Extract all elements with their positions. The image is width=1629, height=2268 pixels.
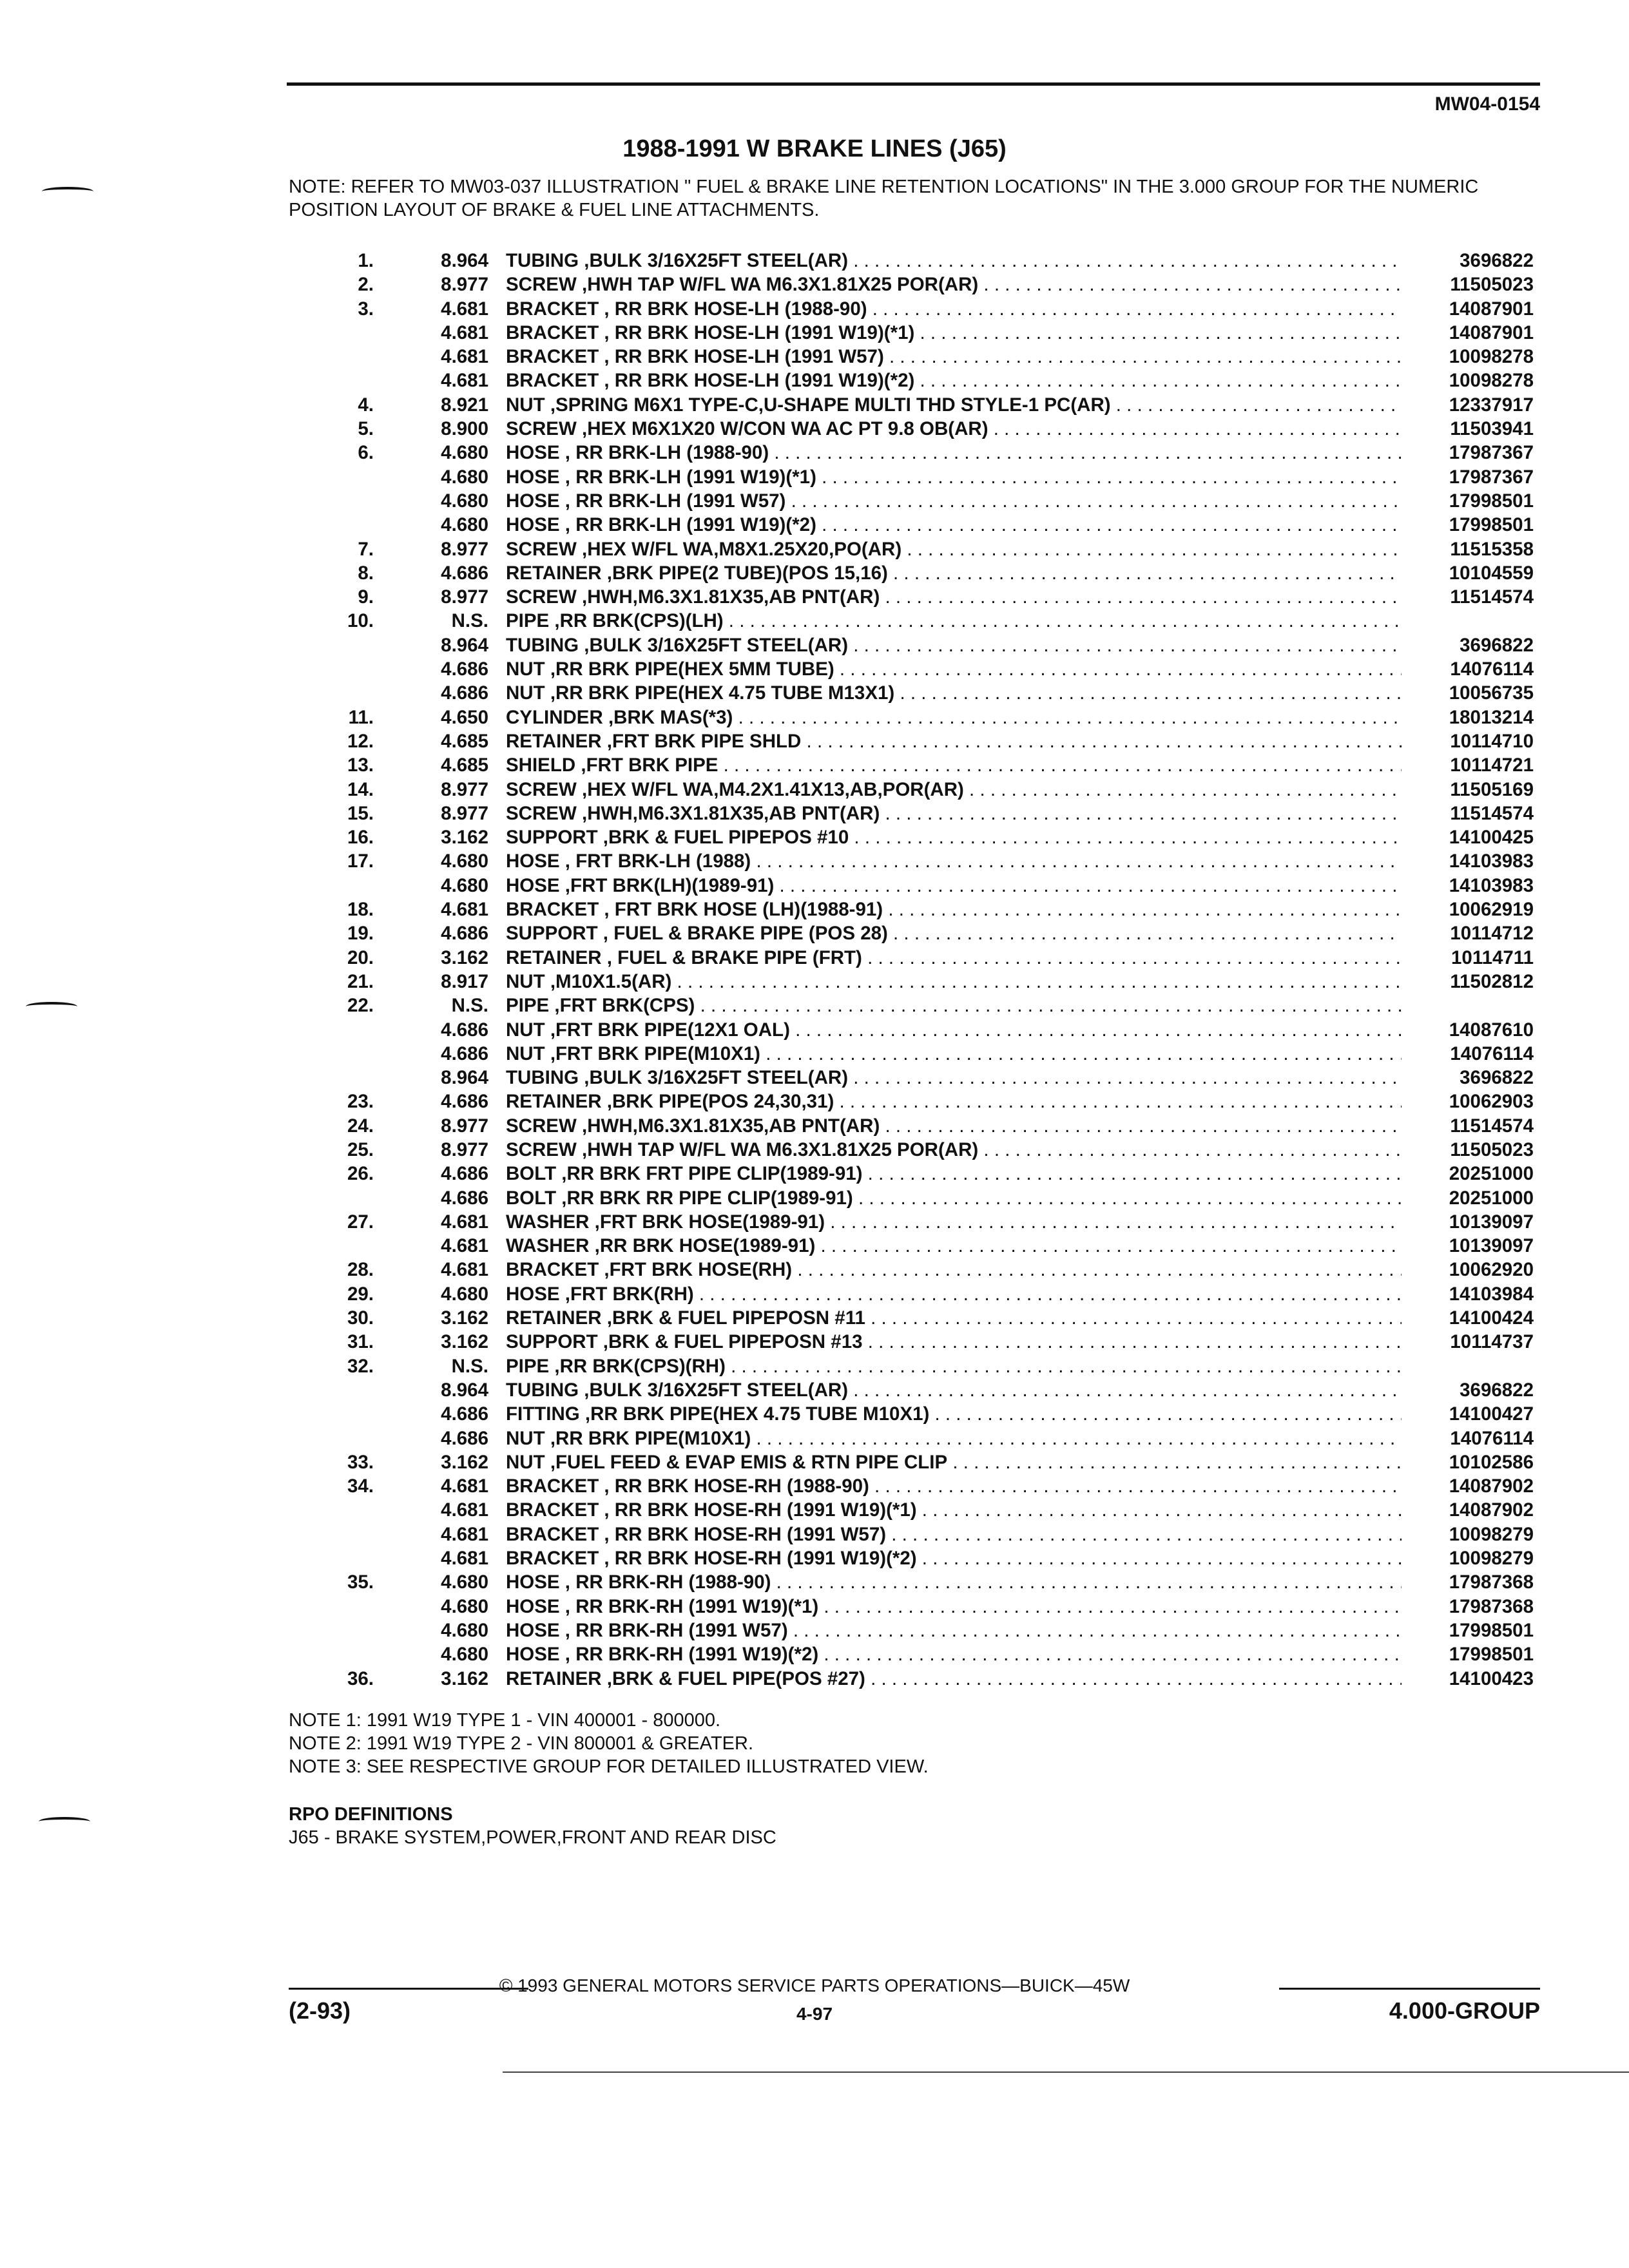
part-number: 17998501 — [1449, 1619, 1534, 1641]
table-row — [0, 753, 1629, 777]
table-row — [0, 681, 1629, 705]
group-number: N.S. — [451, 610, 488, 632]
part-description: BRACKET , RR BRK HOSE-LH (1988-90) . . . — [506, 297, 1402, 321]
part-number: 14100424 — [1449, 1307, 1534, 1329]
table-row — [0, 657, 1629, 681]
part-description: HOSE , RR BRK-RH (1991 W19)(*2) . . . — [506, 1642, 1402, 1666]
part-description: BRACKET , RR BRK HOSE-RH (1991 W57) . . . — [506, 1523, 1402, 1546]
part-number: 17987367 — [1449, 466, 1534, 488]
part-description: NUT ,RR BRK PIPE(M10X1) . . . — [506, 1427, 1402, 1450]
table-row — [0, 1595, 1629, 1619]
group-number: 4.681 — [441, 322, 488, 343]
part-description: BOLT ,RR BRK FRT PIPE CLIP(1989-91) . . . — [506, 1162, 1402, 1186]
part-number: 11502812 — [1450, 970, 1534, 992]
part-number: 3696822 — [1460, 250, 1534, 271]
bottom-rule — [503, 2071, 1629, 2073]
part-number: 10114712 — [1450, 923, 1534, 945]
group-number: 4.681 — [441, 1235, 488, 1257]
group-number: 8.917 — [441, 970, 488, 992]
part-number: 17987368 — [1449, 1571, 1534, 1593]
part-description: TUBING ,BULK 3/16X25FT STEEL(AR) . . . — [506, 1378, 1402, 1402]
part-number: 10062919 — [1449, 899, 1534, 921]
group-number: 4.686 — [441, 1403, 488, 1425]
group-number: 4.686 — [441, 1187, 488, 1209]
page-title: 1988-1991 W BRAKE LINES (J65) — [622, 135, 1007, 162]
table-row — [0, 1330, 1629, 1354]
part-description: SCREW ,HWH,M6.3X1.81X35,AB PNT(AR) . . . — [506, 1114, 1402, 1138]
group-number: 8.977 — [441, 1139, 488, 1160]
part-number: 10062920 — [1449, 1259, 1534, 1281]
part-description: SCREW ,HWH TAP W/FL WA M6.3X1.81X25 POR(AR) . . . — [506, 1138, 1402, 1162]
group-number: 8.977 — [441, 538, 488, 560]
part-number: 10114721 — [1450, 754, 1534, 776]
part-description: BRACKET , RR BRK HOSE-RH (1991 W19)(*2) . . . — [506, 1546, 1402, 1570]
part-number: 17987367 — [1449, 442, 1534, 464]
part-number: 14100423 — [1449, 1667, 1534, 1689]
part-number: 17998501 — [1449, 1644, 1534, 1666]
group-number: 4.681 — [441, 1523, 488, 1545]
group-number: 4.686 — [441, 682, 488, 704]
part-description: BRACKET , RR BRK HOSE-RH (1991 W19)(*1) . . . — [506, 1498, 1402, 1522]
item-number: 32. — [347, 1355, 374, 1377]
part-description: HOSE , RR BRK-LH (1991 W19)(*2) . . . — [506, 513, 1402, 537]
part-number: 10114711 — [1451, 947, 1534, 968]
table-row — [0, 561, 1629, 585]
group-number: 4.680 — [441, 1283, 488, 1305]
group-number: 4.685 — [441, 754, 488, 776]
item-number: 8. — [358, 562, 374, 584]
group-number: 4.681 — [441, 1548, 488, 1570]
group-number: 8.964 — [441, 1379, 488, 1401]
table-row — [0, 369, 1629, 392]
part-description: PIPE ,RR BRK(CPS)(RH) . . . — [506, 1354, 1402, 1378]
table-row — [0, 1667, 1629, 1691]
item-number: 33. — [347, 1451, 374, 1473]
table-row — [0, 898, 1629, 921]
part-description: BRACKET , RR BRK HOSE-LH (1991 W19)(*2) . . . — [506, 369, 1402, 392]
group-number: 4.680 — [441, 850, 488, 872]
part-number: 14076114 — [1450, 1043, 1534, 1064]
table-row — [0, 1042, 1629, 1066]
part-number: 17987368 — [1449, 1595, 1534, 1617]
table-row — [0, 874, 1629, 898]
group-number: 8.900 — [441, 418, 488, 440]
item-number: 5. — [358, 418, 374, 440]
item-number: 10. — [347, 610, 374, 632]
item-number: 6. — [358, 442, 374, 464]
part-number: 11514574 — [1450, 802, 1534, 824]
table-row — [0, 1282, 1629, 1306]
rpo-definitions — [289, 1803, 776, 1849]
part-description: HOSE , FRT BRK-LH (1988) . . . — [506, 849, 1402, 873]
group-number: 4.685 — [441, 730, 488, 752]
part-number: 14087610 — [1449, 1019, 1534, 1041]
part-number: 10098278 — [1449, 370, 1534, 392]
group-number: 8.921 — [441, 394, 488, 416]
group-number: 4.686 — [441, 1091, 488, 1113]
part-number: 14087901 — [1449, 298, 1534, 320]
table-row — [0, 970, 1629, 994]
table-row — [0, 778, 1629, 802]
part-number: 14087902 — [1449, 1499, 1534, 1521]
parts-list — [0, 249, 1629, 1691]
part-description: SCREW ,HEX M6X1X20 W/CON WA AC PT 9.8 OB(AR) . . . — [506, 417, 1402, 441]
item-number: 1. — [358, 250, 374, 271]
table-row — [0, 1450, 1629, 1474]
group-number: 3.162 — [441, 827, 488, 849]
part-description: HOSE ,FRT BRK(RH) . . . — [506, 1282, 1402, 1306]
part-description: PIPE ,FRT BRK(CPS) . . . — [506, 994, 1402, 1017]
group-number: 4.686 — [441, 1163, 488, 1185]
part-description: HOSE , RR BRK-LH (1991 W19)(*1) . . . — [506, 465, 1402, 489]
table-row — [0, 706, 1629, 729]
group-number: 4.680 — [441, 1619, 488, 1641]
table-row — [0, 1523, 1629, 1546]
group-number: 4.680 — [441, 490, 488, 512]
table-row — [0, 1354, 1629, 1378]
table-row — [0, 1474, 1629, 1498]
group-number: 4.686 — [441, 1043, 488, 1064]
part-number: 20251000 — [1449, 1163, 1534, 1185]
part-description: CYLINDER ,BRK MAS(*3) . . . — [506, 706, 1402, 729]
part-number: 10139097 — [1449, 1211, 1534, 1233]
part-number: 14076114 — [1450, 658, 1534, 680]
part-description: NUT ,SPRING M6X1 TYPE-C,U-SHAPE MULTI THD STYLE-1 PC(AR) . . . — [506, 393, 1402, 417]
part-number: 3696822 — [1460, 1379, 1534, 1401]
part-description: RETAINER ,BRK PIPE(POS 24,30,31) . . . — [506, 1090, 1402, 1113]
part-number: 17998501 — [1449, 490, 1534, 512]
item-number: 20. — [347, 947, 374, 968]
table-row — [0, 249, 1629, 273]
group-number: 4.686 — [441, 658, 488, 680]
item-number: 18. — [347, 899, 374, 921]
binder-hole-mark — [26, 1002, 77, 1011]
table-row — [0, 1234, 1629, 1258]
part-number: 14103984 — [1449, 1283, 1534, 1305]
item-number: 3. — [358, 298, 374, 320]
table-row — [0, 825, 1629, 849]
note-2: NOTE 2: 1991 W19 TYPE 2 - VIN 800001 & GREATER. — [289, 1733, 754, 1754]
part-description: PIPE ,RR BRK(CPS)(LH) . . . — [506, 609, 1402, 633]
rpo-j65: J65 - BRAKE SYSTEM,POWER,FRONT AND REAR DISC — [289, 1827, 776, 1848]
note-3: NOTE 3: SEE RESPECTIVE GROUP FOR DETAILED ILLUSTRATED VIEW. — [289, 1756, 929, 1777]
copyright: © 1993 GENERAL MOTORS SERVICE PARTS OPERATIONS—BUICK—45W — [499, 1975, 1130, 1995]
part-description: BRACKET , FRT BRK HOSE (LH)(1988-91) . . . — [506, 898, 1402, 921]
table-row — [0, 1498, 1629, 1522]
item-number: 30. — [347, 1307, 374, 1329]
part-number: 3696822 — [1460, 1067, 1534, 1089]
part-description: SUPPORT ,BRK & FUEL PIPEPOSN #13 . . . — [506, 1330, 1402, 1354]
part-description: RETAINER ,BRK & FUEL PIPE(POS #27) . . . — [506, 1667, 1402, 1691]
table-row — [0, 273, 1629, 296]
part-description: WASHER ,RR BRK HOSE(1989-91) . . . — [506, 1234, 1402, 1258]
item-number: 13. — [347, 754, 374, 776]
item-number: 4. — [358, 394, 374, 416]
part-description: SUPPORT , FUEL & BRAKE PIPE (POS 28) . . . — [506, 921, 1402, 945]
group-number: 8.977 — [441, 586, 488, 608]
part-description: TUBING ,BULK 3/16X25FT STEEL(AR) . . . — [506, 1066, 1402, 1090]
table-row — [0, 609, 1629, 633]
group-number: 4.680 — [441, 514, 488, 536]
part-number: 10114737 — [1450, 1331, 1534, 1353]
table-row — [0, 729, 1629, 753]
table-row — [0, 921, 1629, 945]
part-number: 11503941 — [1450, 418, 1534, 440]
table-row — [0, 849, 1629, 873]
group-number: 4.681 — [441, 1475, 488, 1497]
part-number: 10098279 — [1449, 1548, 1534, 1570]
table-row — [0, 1642, 1629, 1666]
part-description: RETAINER ,BRK PIPE(2 TUBE)(POS 15,16) . . . — [506, 561, 1402, 585]
group-number: 4.650 — [441, 706, 488, 728]
part-description: HOSE ,FRT BRK(LH)(1989-91) . . . — [506, 874, 1402, 898]
part-number: 11505169 — [1450, 778, 1534, 800]
part-description: SHIELD ,FRT BRK PIPE . . . — [506, 753, 1402, 777]
item-number: 31. — [347, 1331, 374, 1353]
table-row — [0, 1018, 1629, 1042]
item-number: 16. — [347, 827, 374, 849]
group-number: 4.681 — [441, 899, 488, 921]
group-number: 4.686 — [441, 562, 488, 584]
item-number: 23. — [347, 1091, 374, 1113]
group-number: 3.162 — [441, 947, 488, 968]
table-row — [0, 393, 1629, 417]
table-row — [0, 585, 1629, 609]
part-number: 11505023 — [1450, 1139, 1534, 1160]
group-number: 4.686 — [441, 1019, 488, 1041]
footer-group: 4.000-GROUP — [1389, 1997, 1540, 2024]
part-number: 17998501 — [1449, 514, 1534, 536]
table-row — [0, 513, 1629, 537]
part-description: NUT ,RR BRK PIPE(HEX 5MM TUBE) . . . — [506, 657, 1402, 681]
binder-hole-mark — [39, 1817, 90, 1826]
group-number: 3.162 — [441, 1307, 488, 1329]
part-description: BRACKET , RR BRK HOSE-RH (1988-90) . . . — [506, 1474, 1402, 1498]
part-description: NUT ,M10X1.5(AR) . . . — [506, 970, 1402, 994]
part-number: 14087901 — [1449, 322, 1534, 343]
footer-date: (2-93) — [289, 1997, 351, 2024]
part-number: 11505023 — [1450, 274, 1534, 296]
item-number: 9. — [358, 586, 374, 608]
part-description: SCREW ,HWH,M6.3X1.81X35,AB PNT(AR) . . . — [506, 585, 1402, 609]
table-row — [0, 1162, 1629, 1186]
table-row — [0, 1570, 1629, 1594]
table-row — [0, 1258, 1629, 1282]
table-row — [0, 489, 1629, 513]
table-row — [0, 802, 1629, 825]
item-number: 29. — [347, 1283, 374, 1305]
item-number: 15. — [347, 802, 374, 824]
table-row — [0, 1210, 1629, 1234]
table-row — [0, 1402, 1629, 1426]
table-row — [0, 633, 1629, 657]
group-number: 4.681 — [441, 1499, 488, 1521]
item-number: 17. — [347, 850, 374, 872]
group-number: 3.162 — [441, 1667, 488, 1689]
part-description: SUPPORT ,BRK & FUEL PIPEPOS #10 . . . — [506, 825, 1402, 849]
part-description: HOSE , RR BRK-LH (1991 W57) . . . — [506, 489, 1402, 513]
part-description: RETAINER ,BRK & FUEL PIPEPOSN #11 . . . — [506, 1306, 1402, 1330]
part-number: 10102586 — [1449, 1451, 1534, 1473]
part-description: WASHER ,FRT BRK HOSE(1989-91) . . . — [506, 1210, 1402, 1234]
table-row — [0, 1114, 1629, 1138]
part-number: 14087902 — [1449, 1475, 1534, 1497]
table-row — [0, 537, 1629, 561]
part-number: 20251000 — [1449, 1187, 1534, 1209]
binder-hole-mark — [42, 187, 93, 196]
group-number: 4.680 — [441, 1595, 488, 1617]
group-number: 4.680 — [441, 874, 488, 896]
part-description: FITTING ,RR BRK PIPE(HEX 4.75 TUBE M10X1) . . . — [506, 1402, 1402, 1426]
item-number: 21. — [347, 970, 374, 992]
item-number: 24. — [347, 1115, 374, 1137]
group-number: 4.680 — [441, 466, 488, 488]
table-row — [0, 345, 1629, 369]
part-description: BRACKET ,FRT BRK HOSE(RH) . . . — [506, 1258, 1402, 1282]
part-number: 18013214 — [1449, 706, 1534, 728]
part-number: 3696822 — [1460, 634, 1534, 656]
page-number: 4-97 — [796, 2004, 833, 2024]
item-number: 22. — [347, 995, 374, 1017]
item-number: 28. — [347, 1259, 374, 1281]
part-number: 10114710 — [1450, 730, 1534, 752]
part-number: 14076114 — [1450, 1427, 1534, 1449]
part-number: 10098278 — [1449, 346, 1534, 368]
group-number: 4.686 — [441, 1427, 488, 1449]
item-number: 11. — [348, 706, 374, 728]
part-number: 14103983 — [1449, 874, 1534, 896]
part-description: SCREW ,HEX W/FL WA,M4.2X1.41X13,AB,POR(AR) . . . — [506, 778, 1402, 802]
part-description: NUT ,RR BRK PIPE(HEX 4.75 TUBE M13X1) . . . — [506, 681, 1402, 705]
part-description: RETAINER , FUEL & BRAKE PIPE (FRT) . . . — [506, 946, 1402, 970]
item-number: 12. — [347, 730, 374, 752]
group-number: 4.686 — [441, 923, 488, 945]
table-row — [0, 1090, 1629, 1113]
item-number: 27. — [347, 1211, 374, 1233]
group-number: 8.977 — [441, 274, 488, 296]
table-row — [0, 1306, 1629, 1330]
footnotes — [289, 1709, 929, 1778]
table-row — [0, 1546, 1629, 1570]
item-number: 14. — [347, 778, 374, 800]
part-description: TUBING ,BULK 3/16X25FT STEEL(AR) . . . — [506, 249, 1402, 273]
part-description: RETAINER ,FRT BRK PIPE SHLD . . . — [506, 729, 1402, 753]
table-row — [0, 1619, 1629, 1642]
part-description: NUT ,FRT BRK PIPE(12X1 OAL) . . . — [506, 1018, 1402, 1042]
part-number: 11514574 — [1450, 1115, 1534, 1137]
group-number: 8.977 — [441, 802, 488, 824]
document-number: MW04-0154 — [1434, 93, 1540, 115]
part-description: HOSE , RR BRK-RH (1988-90) . . . — [506, 1570, 1402, 1594]
table-row — [0, 465, 1629, 489]
group-number: 3.162 — [441, 1451, 488, 1473]
item-number: 35. — [347, 1571, 374, 1593]
group-number: 8.964 — [441, 1067, 488, 1089]
part-description: HOSE , RR BRK-LH (1988-90) . . . — [506, 441, 1402, 465]
group-number: 4.681 — [441, 346, 488, 368]
part-description: HOSE , RR BRK-RH (1991 W57) . . . — [506, 1619, 1402, 1642]
item-number: 26. — [347, 1163, 374, 1185]
part-number: 10104559 — [1449, 562, 1534, 584]
group-number: 4.680 — [441, 442, 488, 464]
table-row — [0, 417, 1629, 441]
item-number: 19. — [347, 923, 374, 945]
item-number: 34. — [347, 1475, 374, 1497]
table-row — [0, 1066, 1629, 1090]
part-number: 11514574 — [1450, 586, 1534, 608]
header-note: NOTE: REFER TO MW03-037 ILLUSTRATION " FUEL & BRAKE LINE RETENTION LOCATIONS" IN THE 3.000 GROUP FOR THE NUMERIC POSITION LAYOUT OF BRAKE & FUEL LINE ATTACHMENTS. — [289, 177, 1479, 220]
group-number: 4.680 — [441, 1571, 488, 1593]
group-number: 8.964 — [441, 634, 488, 656]
part-description: BRACKET , RR BRK HOSE-LH (1991 W57) . . . — [506, 345, 1402, 369]
group-number: 8.977 — [441, 778, 488, 800]
table-row — [0, 321, 1629, 345]
table-row — [0, 1138, 1629, 1162]
part-description: NUT ,FUEL FEED & EVAP EMIS & RTN PIPE CLIP . . . — [506, 1450, 1402, 1474]
table-row — [0, 994, 1629, 1017]
table-row — [0, 1427, 1629, 1450]
part-number: 14100425 — [1449, 827, 1534, 849]
group-number: 8.964 — [441, 250, 488, 271]
note-1: NOTE 1: 1991 W19 TYPE 1 - VIN 400001 - 800000. — [289, 1710, 721, 1731]
group-number: 3.162 — [441, 1331, 488, 1353]
part-description: SCREW ,HWH TAP W/FL WA M6.3X1.81X25 POR(AR) . . . — [506, 273, 1402, 296]
top-rule — [287, 82, 1540, 86]
part-description: BOLT ,RR BRK RR PIPE CLIP(1989-91) . . . — [506, 1186, 1402, 1210]
part-number: 11515358 — [1450, 538, 1534, 560]
item-number: 36. — [347, 1667, 374, 1689]
group-number: N.S. — [451, 1355, 488, 1377]
table-row — [0, 441, 1629, 465]
table-row — [0, 1186, 1629, 1210]
part-description: BRACKET , RR BRK HOSE-LH (1991 W19)(*1) . . . — [506, 321, 1402, 345]
part-number: 14103983 — [1449, 850, 1534, 872]
part-number: 10062903 — [1449, 1091, 1534, 1113]
part-number: 12337917 — [1449, 394, 1534, 416]
item-number: 2. — [358, 274, 374, 296]
item-number: 25. — [347, 1139, 374, 1160]
table-row — [0, 297, 1629, 321]
part-number: 10139097 — [1449, 1235, 1534, 1257]
part-description: NUT ,FRT BRK PIPE(M10X1) . . . — [506, 1042, 1402, 1066]
part-description: SCREW ,HWH,M6.3X1.81X35,AB PNT(AR) . . . — [506, 802, 1402, 825]
group-number: N.S. — [451, 995, 488, 1017]
group-number: 4.681 — [441, 298, 488, 320]
rpo-heading: RPO DEFINITIONS — [289, 1804, 453, 1825]
group-number: 8.977 — [441, 1115, 488, 1137]
group-number: 4.681 — [441, 1211, 488, 1233]
part-description: SCREW ,HEX W/FL WA,M8X1.25X20,PO(AR) . . . — [506, 537, 1402, 561]
part-description: TUBING ,BULK 3/16X25FT STEEL(AR) . . . — [506, 633, 1402, 657]
part-number: 14100427 — [1449, 1403, 1534, 1425]
part-number: 10056735 — [1449, 682, 1534, 704]
group-number: 4.681 — [441, 1259, 488, 1281]
group-number: 4.681 — [441, 370, 488, 392]
table-row — [0, 946, 1629, 970]
item-number: 7. — [358, 538, 374, 560]
table-row — [0, 1378, 1629, 1402]
part-description: HOSE , RR BRK-RH (1991 W19)(*1) . . . — [506, 1595, 1402, 1619]
part-number: 10098279 — [1449, 1523, 1534, 1545]
group-number: 4.680 — [441, 1644, 488, 1666]
